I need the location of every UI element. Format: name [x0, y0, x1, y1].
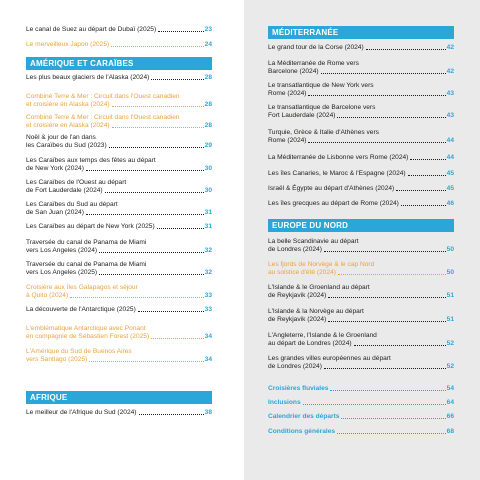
toc-entry-line [268, 44, 454, 52]
toc-entry[interactable] [268, 399, 454, 407]
toc-page-number: 32 [204, 269, 212, 276]
toc-entry-title: Croisière aux îles Galapagos et séjour [26, 284, 138, 291]
toc-entry-line [26, 165, 212, 173]
toc-entry-line [26, 239, 212, 247]
toc-entry-title: La Méditerranée de Rome vers [268, 60, 359, 67]
toc-entry-title: de New York (2024) [26, 165, 84, 172]
dot-leader [410, 159, 445, 160]
toc-entry-title: Les Caraïbes du Sud au départ [26, 201, 118, 208]
toc-entry[interactable] [26, 325, 212, 341]
toc-entry-line [268, 112, 454, 120]
toc-page-number: 29 [204, 142, 212, 149]
toc-page-number: 30 [204, 165, 212, 172]
toc-entry-line [268, 60, 454, 68]
toc-entry[interactable] [268, 129, 454, 145]
toc-page-number: 64 [446, 399, 454, 406]
toc-entry-line [26, 101, 212, 109]
toc-entry-title: Croisières fluviales [268, 385, 329, 392]
toc-entry-title: de Londres (2024) [268, 246, 322, 253]
toc-page-number: 45 [446, 170, 454, 177]
toc-page-number: 28 [204, 74, 212, 81]
toc-entry-line [26, 26, 212, 34]
toc-entry-line [268, 137, 454, 145]
toc-entry-title: et croisière en Alaska (2024) [26, 101, 110, 108]
toc-entry-line [268, 316, 454, 324]
toc-entry[interactable] [268, 82, 454, 98]
toc-entry[interactable] [268, 104, 454, 120]
toc-entry[interactable] [268, 261, 454, 277]
toc-entry-line [26, 114, 212, 122]
toc-entry[interactable] [26, 201, 212, 217]
toc-entry-line [268, 129, 454, 137]
toc-entry-line [26, 142, 212, 150]
toc-entry-line [268, 246, 454, 254]
toc-entry-line [268, 428, 454, 436]
toc-entry-title: Les Caraïbes de l'Ouest au départ [26, 179, 127, 186]
toc-page-number: 44 [446, 154, 454, 161]
toc-entry-title: les Caraïbes du Sud (2023) [26, 142, 107, 149]
toc-entry-title: L'Amérique du Sud de Buenos Aires [26, 348, 132, 355]
toc-entry-line [26, 284, 212, 292]
toc-page-number: 50 [446, 269, 454, 276]
toc-entry-title: Fort Lauderdale (2024) [268, 112, 336, 119]
toc-entry-line [26, 187, 212, 195]
toc-entry[interactable] [268, 200, 454, 208]
toc-entry-title: Le transatlantique de Barcelone vers [268, 104, 376, 111]
toc-entry[interactable] [268, 355, 454, 371]
toc-entry-line [26, 325, 212, 333]
dot-leader [112, 106, 204, 107]
toc-entry[interactable] [268, 185, 454, 193]
toc-entry-line [26, 306, 212, 314]
dot-leader [89, 361, 203, 362]
toc-entry-line [26, 122, 212, 130]
toc-entry-title: Les îles grecques au départ de Rome (2024) [268, 200, 399, 207]
toc-entry-title: vers Santiago (2025) [26, 356, 88, 363]
toc-entry-line [268, 332, 454, 340]
dot-leader [308, 95, 445, 96]
toc-entry-line [26, 223, 212, 231]
toc-entry-line [26, 409, 212, 417]
toc-entry-title: de Reykjavik (2024) [268, 316, 327, 323]
dot-leader [86, 170, 204, 171]
toc-entry-line [26, 179, 212, 187]
toc-entry-line [26, 261, 212, 269]
toc-entry-title: Le grand tour de la Corse (2024) [268, 44, 364, 51]
toc-entry-title: de Fort Lauderdale (2024) [26, 187, 103, 194]
toc-entry-line [268, 261, 454, 269]
toc-page-number: 44 [446, 137, 454, 144]
toc-entry-title: Rome (2024) [268, 90, 307, 97]
toc-entry[interactable] [268, 284, 454, 300]
toc-page-number: 54 [446, 385, 454, 392]
toc-entry-title: Les grandes villes européennes au départ [268, 355, 391, 362]
toc-entry-title: Turquie, Grèce & Italie d'Athènes vers [268, 129, 379, 136]
toc-entry-line [26, 269, 212, 277]
toc-entry[interactable] [268, 60, 454, 76]
toc-entry[interactable] [26, 261, 212, 277]
toc-entry[interactable] [26, 134, 212, 150]
toc-entry-line [268, 82, 454, 90]
toc-entry-title: Traversée du canal de Panama de Miami [26, 261, 147, 268]
toc-entry-line [26, 74, 212, 82]
toc-entry-title: Combiné Terre & Mer : Circuit dans l'Ouest canadien [26, 93, 180, 100]
dot-leader [337, 117, 445, 118]
toc-entry-line [26, 93, 212, 101]
toc-page-number: 23 [204, 26, 212, 33]
toc-entry[interactable] [268, 332, 454, 348]
toc-entry[interactable] [26, 74, 212, 82]
toc-entry-line [268, 413, 454, 421]
toc-entry-title: de Londres (2024) [268, 363, 322, 370]
toc-entry-line [268, 363, 454, 371]
toc-page-number: 43 [446, 90, 454, 97]
toc-page-number: 24 [204, 41, 212, 48]
dot-leader [99, 274, 204, 275]
toc-entry-line [268, 340, 454, 348]
toc-entry-title: L'Islande & le Groenland au départ [268, 284, 370, 291]
toc-entry-title: Le transatlantique de New York vers [268, 82, 374, 89]
toc-entry-line [268, 154, 454, 162]
toc-entry-title: Israël & Égypte au départ d'Athènes (2024) [268, 185, 395, 192]
toc-entry[interactable] [26, 179, 212, 195]
toc-entry[interactable] [268, 238, 454, 254]
toc-entry-title: Calendrier des départs [268, 413, 340, 420]
toc-entry-title: Le meilleur de l'Afrique du Sud (2024) [26, 409, 137, 416]
toc-entry-line [268, 238, 454, 246]
dot-leader [308, 142, 445, 143]
toc-entry-line [268, 292, 454, 300]
dot-leader [99, 252, 204, 253]
toc-entry-line [26, 134, 212, 142]
toc-page-number: 34 [204, 333, 212, 340]
toc-entry-line [268, 90, 454, 98]
toc-page-number: 42 [446, 68, 454, 75]
toc-page-number: 45 [446, 185, 454, 192]
toc-entry-title: vers Los Angeles (2025) [26, 269, 98, 276]
dot-leader [324, 368, 446, 369]
dot-leader [70, 297, 204, 298]
toc-page-number: 52 [446, 340, 454, 347]
toc-entry-title: au solstice d'été (2024) [268, 269, 336, 276]
dot-leader [112, 127, 204, 128]
toc-entry-title: au départ de Londres (2024) [268, 340, 352, 347]
dot-leader [151, 79, 203, 80]
toc-page-number: 46 [446, 200, 454, 207]
toc-entry[interactable] [26, 306, 212, 314]
dot-leader [303, 404, 446, 405]
toc-entry-line [26, 157, 212, 165]
toc-entry[interactable] [268, 308, 454, 324]
toc-page-number: 51 [446, 292, 454, 299]
toc-entry-title: Inclusions [268, 399, 301, 406]
toc-entry-title: L'emblématique Antarctique avec Ponant [26, 325, 146, 332]
toc-entry-line [26, 292, 212, 300]
dot-leader [328, 321, 445, 322]
toc-page-number: 43 [446, 112, 454, 119]
toc-entry-line [268, 284, 454, 292]
dot-leader [328, 297, 445, 298]
dot-leader [139, 414, 204, 415]
toc-page-number: 51 [446, 316, 454, 323]
toc-entry[interactable] [26, 284, 212, 300]
toc-entry-line [26, 333, 212, 341]
toc-entry-title: Les fjords de Norvège & le cap Nord [268, 261, 375, 268]
toc-page-number: 42 [446, 44, 454, 51]
toc-entry-title: Le merveilleux Japon (2025) [26, 41, 110, 48]
dot-leader [109, 147, 204, 148]
dot-leader [138, 311, 204, 312]
section-header: AMÉRIQUE ET CARAÏBES [26, 57, 212, 70]
toc-entry[interactable] [26, 409, 212, 417]
toc-entry-line [26, 356, 212, 364]
toc-page-number: 32 [204, 247, 212, 254]
toc-entry[interactable] [26, 239, 212, 255]
toc-entry-title: Rome (2024) [268, 137, 307, 144]
toc-entry[interactable] [26, 41, 212, 49]
dot-leader [321, 73, 446, 74]
toc-entry-line [268, 355, 454, 363]
toc-entry-line [268, 269, 454, 277]
toc-entry-line [268, 104, 454, 112]
toc-entry[interactable] [26, 26, 212, 34]
dot-leader [86, 214, 204, 215]
toc-page-number: 68 [446, 428, 454, 435]
toc-entry-line [268, 170, 454, 178]
toc-entry[interactable] [26, 223, 212, 231]
toc-entry-line [26, 201, 212, 209]
toc-entry-title: de San Juan (2024) [26, 209, 84, 216]
dot-leader [151, 338, 203, 339]
toc-entry-line [26, 348, 212, 356]
toc-entry[interactable] [26, 93, 212, 109]
dot-leader [341, 418, 445, 419]
toc-entry[interactable] [268, 413, 454, 421]
toc-entry-title: Les îles Canaries, le Maroc & l'Espagne (2024) [268, 170, 406, 177]
toc-entry-title: Les plus beaux glaciers de l'Alaska (2024) [26, 74, 150, 81]
toc-page-number: 33 [204, 306, 212, 313]
toc-entry-title: La belle Scandinavie au départ [268, 238, 359, 245]
toc-entry-title: en compagnie de Sébastien Forest (2025) [26, 333, 150, 340]
toc-entry[interactable] [268, 170, 454, 178]
toc-page-number: 28 [204, 122, 212, 129]
toc-entry-title: La découverte de l'Antarctique (2025) [26, 306, 136, 313]
dot-leader [330, 390, 445, 391]
toc-entry-title: Combiné Terre & Mer : Circuit dans l'Ouest canadien [26, 114, 180, 121]
toc-page-number: 66 [446, 413, 454, 420]
dot-leader [354, 345, 446, 346]
toc-entry-title: et croisière en Alaska (2024) [26, 122, 110, 129]
dot-leader [158, 31, 204, 32]
toc-entry-line [26, 209, 212, 217]
toc-page-number: 30 [204, 187, 212, 194]
dot-leader [366, 49, 446, 50]
dot-leader [157, 228, 204, 229]
toc-entry-title: Barcelone (2024) [268, 68, 319, 75]
toc-entry[interactable] [26, 348, 212, 364]
section-header: EUROPE DU NORD [268, 219, 454, 232]
toc-entry-title: L'Angleterre, l'Islande & le Groenland [268, 332, 377, 339]
toc-page-number: 31 [204, 223, 212, 230]
toc-page-number: 38 [204, 409, 212, 416]
toc-entry-line [268, 200, 454, 208]
toc-entry[interactable] [268, 428, 454, 436]
dot-leader [338, 274, 446, 275]
toc-entry-title: de Reykjavik (2024) [268, 292, 327, 299]
toc-page-number: 31 [204, 209, 212, 216]
toc-entry-title: L'Islande & la Norvège au départ [268, 308, 364, 315]
dot-leader [324, 251, 446, 252]
toc-entry-title: Le canal de Suez au départ de Dubaï (2025) [26, 26, 157, 33]
toc-page-number: 34 [204, 356, 212, 363]
toc-entry-title: La Méditerranée de Lisbonne vers Rome (2024) [268, 154, 409, 161]
toc-entry-line [26, 247, 212, 255]
toc-entry-title: Traversée du canal de Panama de Miami [26, 239, 147, 246]
toc-entry-title: Les Caraïbes au départ de New York (2025) [26, 223, 155, 230]
dot-leader [408, 175, 446, 176]
toc-entry-line [268, 385, 454, 393]
toc-entry-title: Noël & jour de l'an dans [26, 134, 96, 141]
toc-entry-line [268, 308, 454, 316]
section-header: MÉDITERRANÉE [268, 26, 454, 39]
toc-entry-title: vers Los Angeles (2024) [26, 247, 98, 254]
toc-page-number: 28 [204, 101, 212, 108]
section-header: AFRIQUE [26, 391, 212, 404]
toc-entry-line [268, 68, 454, 76]
toc-entry-line [268, 399, 454, 407]
dot-leader [337, 433, 446, 434]
dot-leader [111, 46, 203, 47]
dot-leader [396, 190, 445, 191]
toc-entry-title: Conditions générales [268, 428, 336, 435]
toc-entry-line [26, 41, 212, 49]
toc-page-number: 33 [204, 292, 212, 299]
toc-entry[interactable] [268, 154, 454, 162]
toc-entry[interactable] [26, 114, 212, 130]
toc-entry-title: Les Caraïbes aux temps des fêtes au départ [26, 157, 156, 164]
toc-entry[interactable] [268, 44, 454, 52]
toc-page-number: 52 [446, 363, 454, 370]
toc-entry[interactable] [268, 385, 454, 393]
toc-entry[interactable] [26, 157, 212, 173]
dot-leader [401, 205, 446, 206]
toc-entry-title: à Quito (2024) [26, 292, 69, 299]
dot-leader [105, 192, 204, 193]
toc-entry-line [268, 185, 454, 193]
toc-page-number: 50 [446, 246, 454, 253]
